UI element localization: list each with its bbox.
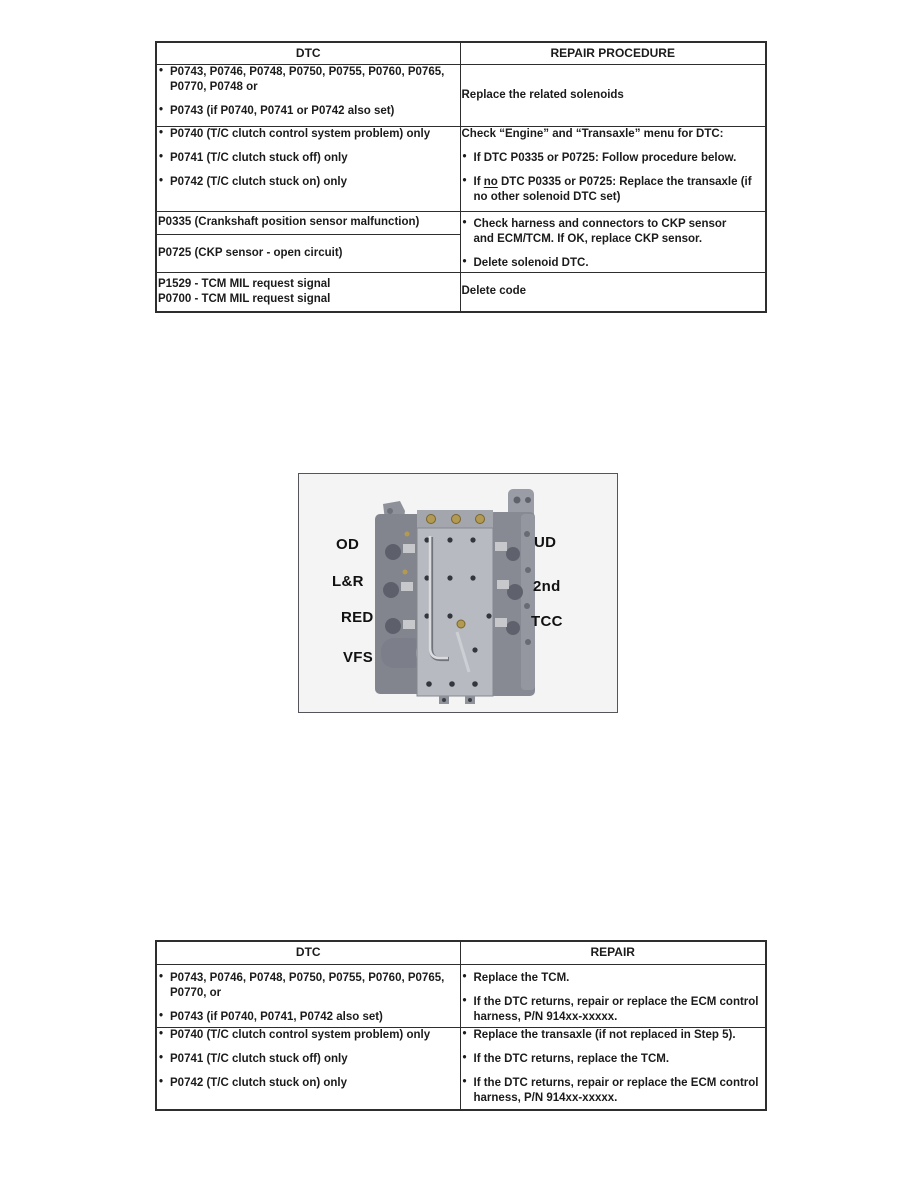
repair-intro: Check “Engine” and “Transaxle” menu for DTC: [461,127,724,140]
valve-body-figure [298,473,618,713]
dtc-repair-procedure-table [155,41,767,313]
table-row [156,126,766,211]
table-row [156,1027,766,1110]
dtc-cell [156,272,460,312]
solenoid-label-red: RED [341,609,374,626]
brass-fitting [452,515,461,524]
repair-cell [460,964,766,1027]
dtc-cell [156,964,460,1027]
repair-text: Replace the related solenoids [461,88,624,101]
table-row [156,211,766,234]
solenoid-label-tcc: TCC [531,613,563,630]
repair-cell [460,272,766,312]
dtc-bullet: • P0742 (T/C clutch stuck on) only [157,175,460,190]
repair-bullet: • If the DTC returns, repair or replace the ECM control harness, P/N 914xx-xxxxx. [461,1076,766,1106]
column-header-repair: REPAIR [460,941,766,964]
repair-bullet-text: If [473,175,484,188]
dtc-text: P0725 (CKP sensor - open circuit) [158,246,343,259]
dtc-bullet: • P0742 (T/C clutch stuck on) only [157,1076,460,1091]
repair-bullet: • Replace the transaxle (if not replaced in Step 5). [461,1028,766,1043]
brass-fitting [476,515,485,524]
dtc-cell [156,64,460,126]
repair-cell [460,126,766,211]
column-header-dtc: DTC [156,941,460,964]
repair-bullet: • Replace the TCM. [461,971,766,986]
dtc-text: P0335 (Crankshaft position sensor malfunction) [158,216,420,228]
table-row [156,64,766,126]
column-header-repair-procedure: REPAIR PROCEDURE [460,42,766,64]
repair-bullet: • Delete solenoid DTC. [461,256,766,271]
solenoid-label-ud: UD [534,534,557,551]
repair-bullet-underlined-word: no [483,175,498,188]
column-header-dtc: DTC [156,42,460,64]
dtc-text-line: P0700 - TCM MIL request signal [158,292,331,305]
repair-bullet [461,175,766,205]
repair-text: Delete code [461,285,527,298]
brass-fitting [427,515,436,524]
solenoid-label-od: OD [336,536,360,553]
table-header-row [156,941,766,964]
dtc-text-line: P1529 - TCM MIL request signal [158,277,331,290]
solenoid-label-vfs: VFS [343,649,374,666]
dtc-bullet: • P0743, P0746, P0748, P0750, P0755, P0760, P0765, P0770, P0748 or [157,65,460,95]
dtc-bullet: • P0741 (T/C clutch stuck off) only [157,151,460,166]
repair-bullet: • If the DTC returns, repair or replace the ECM control harness, P/N 914xx-xxxxx. [461,995,766,1025]
table-row [156,272,766,312]
dtc-cell [156,211,460,234]
dtc-repair-table [155,940,767,1111]
separator-plate [417,528,493,696]
dtc-cell [156,126,460,211]
repair-bullet-text: DTC P0335 or P0725: Replace the transaxle (if no other solenoid DTC set) [473,175,752,203]
valve-body-photo [299,474,618,713]
repair-cell [460,1027,766,1110]
dtc-bullet: • P0743, P0746, P0748, P0750, P0755, P0760, P0765, P0770, or [157,971,460,1001]
repair-bullet: • Check harness and connectors to CKP sensor and ECM/TCM. If OK, replace CKP sensor. [461,217,730,247]
dtc-cell [156,1027,460,1110]
repair-cell [460,64,766,126]
dtc-bullet: • P0741 (T/C clutch stuck off) only [157,1052,460,1067]
repair-bullet: • If the DTC returns, replace the TCM. [461,1052,766,1067]
table-row [156,964,766,1027]
dtc-bullet: • P0743 (if P0740, P0741 or P0742 also set) [157,104,460,119]
repair-bullet: • If DTC P0335 or P0725: Follow procedure below. [461,151,766,166]
dtc-bullet: • P0743 (if P0740, P0741, P0742 also set) [157,1010,460,1025]
solenoid-label-2nd: 2nd [533,578,561,595]
solenoid-label-lr: L&R [332,573,364,590]
dtc-bullet: • P0740 (T/C clutch control system problem) only [157,1028,460,1043]
table-header-row [156,42,766,64]
repair-cell-spanning [460,211,766,272]
dtc-bullet: • P0740 (T/C clutch control system problem) only [157,127,460,142]
dtc-cell [156,234,460,272]
